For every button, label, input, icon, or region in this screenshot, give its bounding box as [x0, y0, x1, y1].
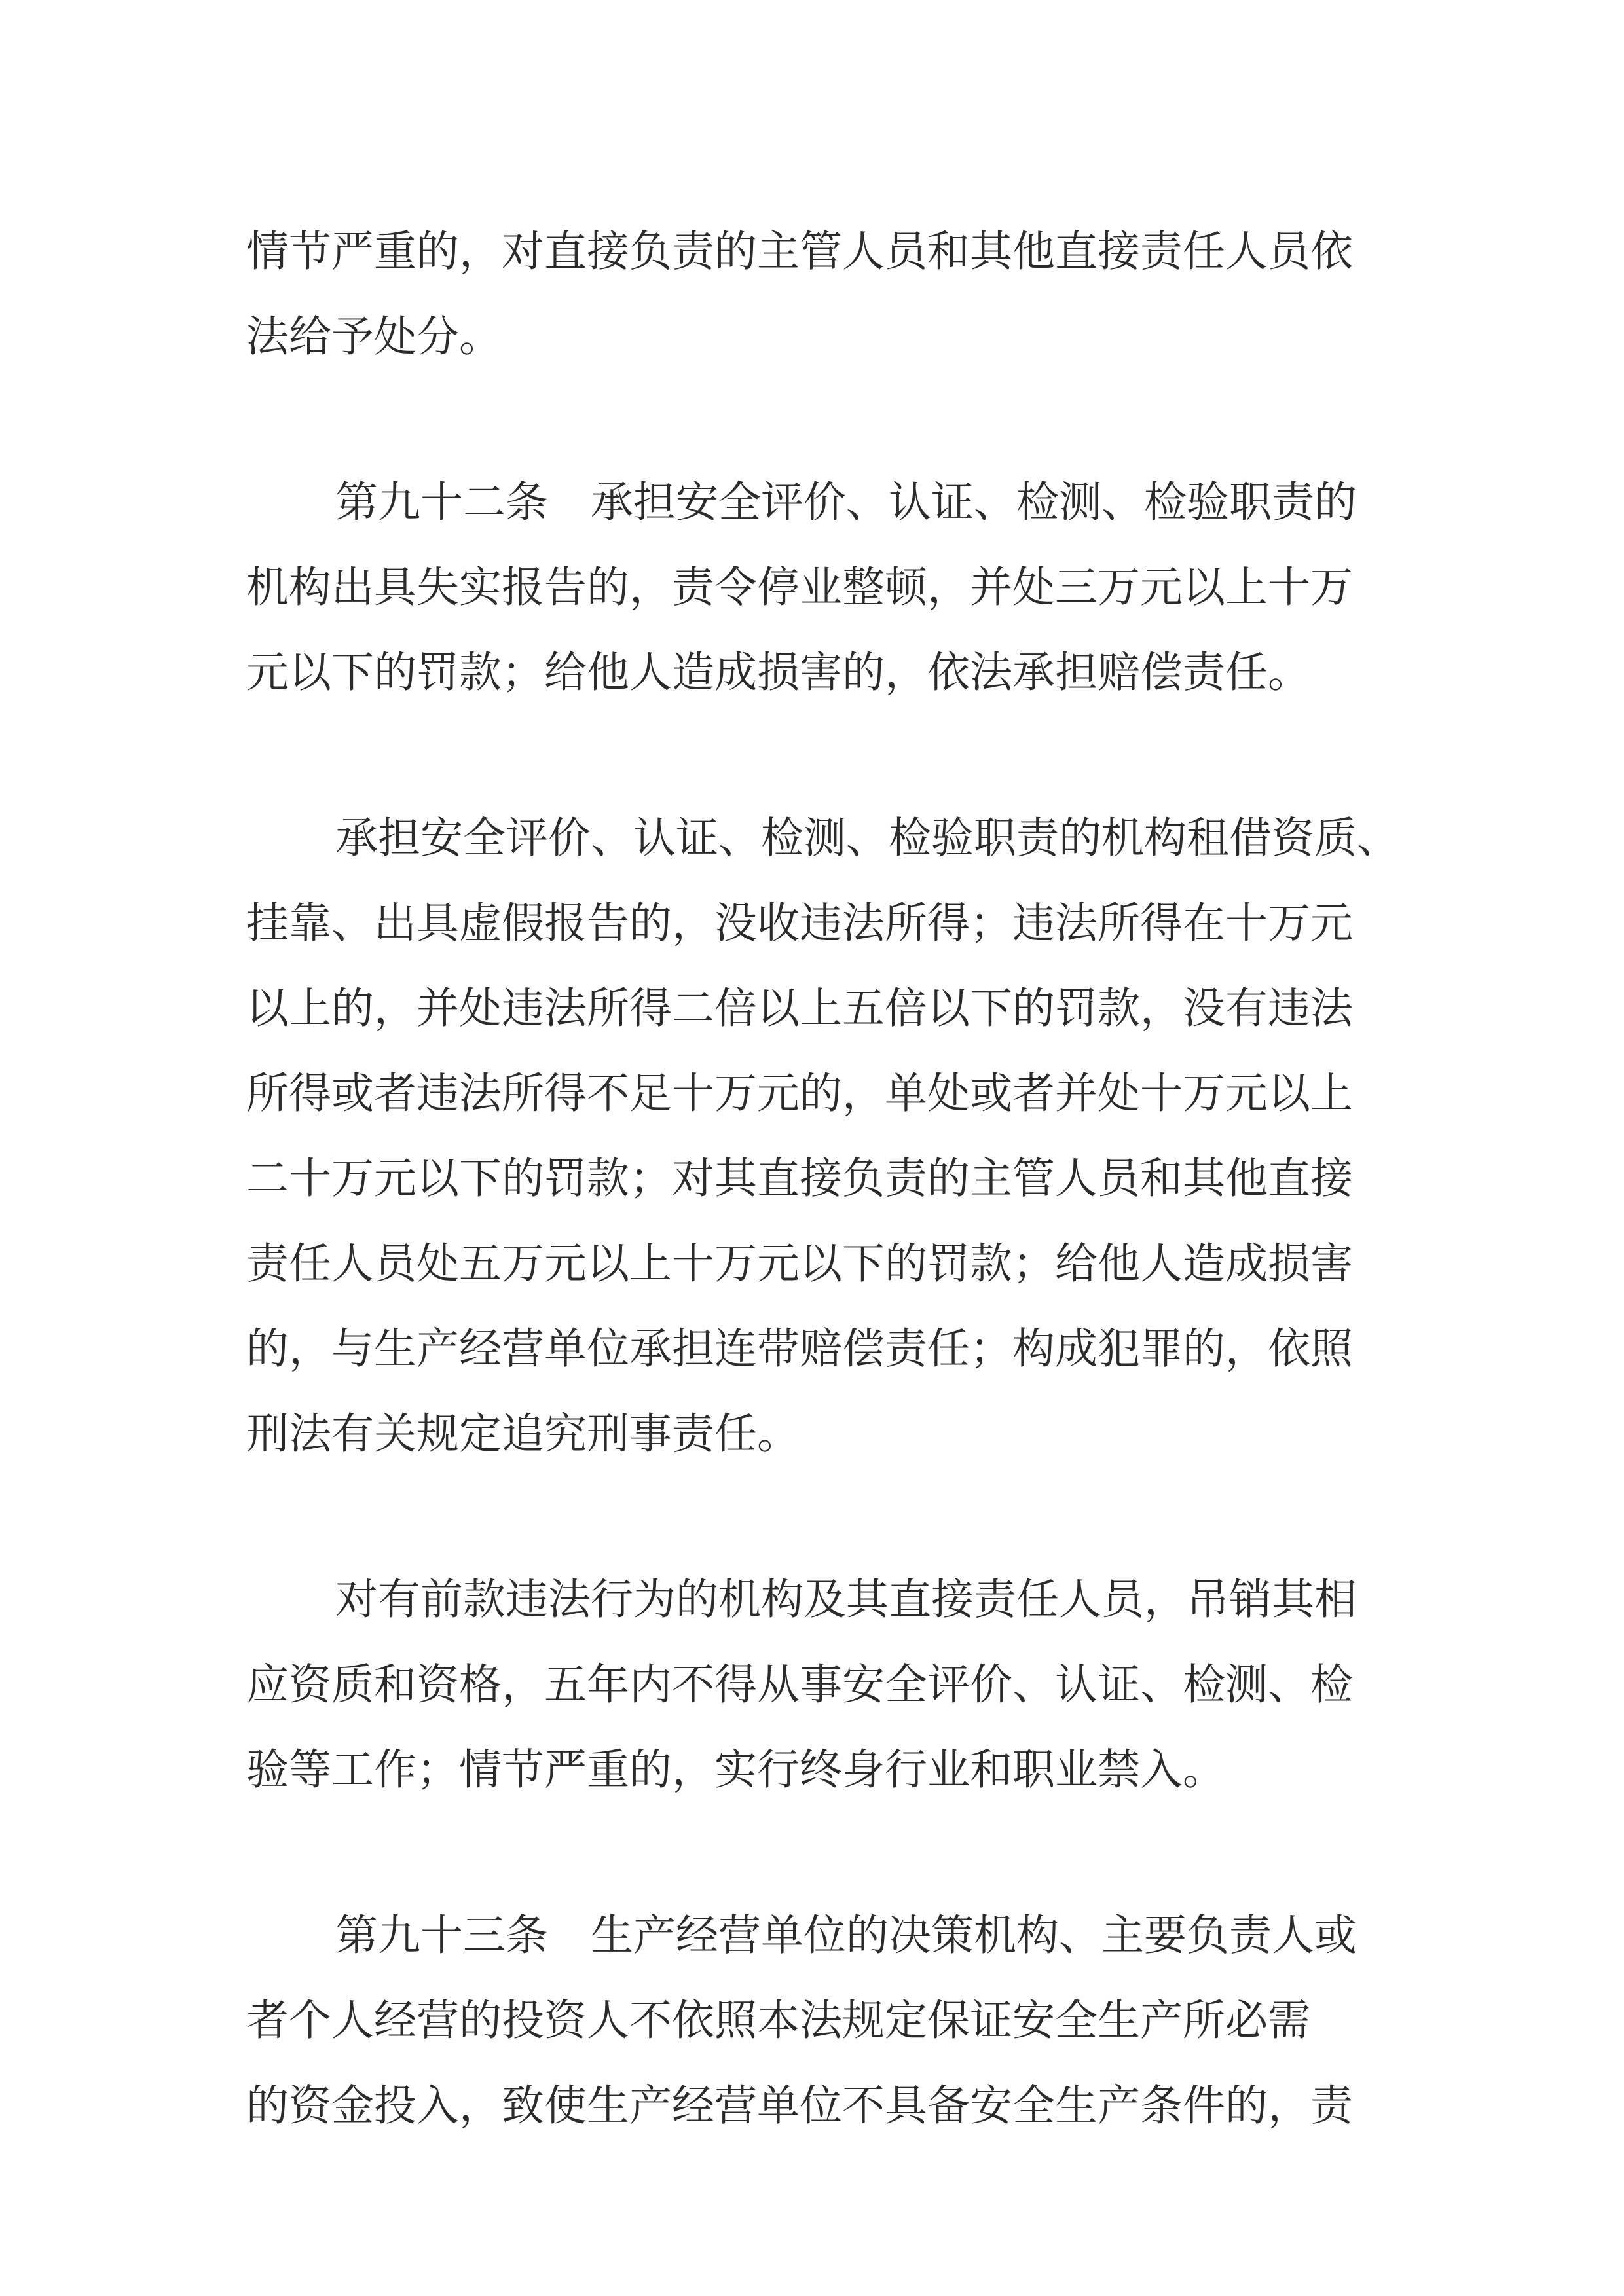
text-line: 机构出具失实报告的，责令停业整顿，并处三万元以上十万 — [246, 563, 1354, 612]
paragraph-gap — [246, 380, 1382, 460]
text-line: 对有前款违法行为的机构及其直接责任人员，吊销其相 — [335, 1575, 1357, 1624]
text-line: 责任人员处五万元以上十万元以下的罚款；给他人造成损害 — [246, 1239, 1354, 1288]
text-line: 第九十三条 生产经营单位的决策机构、主要负责人或 — [335, 1911, 1357, 1960]
text-line: 者个人经营的投资人不依照本法规定保证安全生产所必需 — [246, 1996, 1311, 2045]
paragraph-continuation — [246, 210, 1382, 380]
paragraph-gap — [246, 1477, 1382, 1558]
text-line: 的，与生产经营单位承担连带赔偿责任；构成犯罪的，依照 — [246, 1324, 1354, 1374]
paragraph-gap — [246, 1813, 1382, 1893]
text-line: 所得或者违法所得不足十万元的，单处或者并处十万元以上 — [246, 1069, 1354, 1118]
text-line: 刑法有关规定追究刑事责任。 — [246, 1410, 800, 1459]
paragraph-article-92-clause-2 — [246, 796, 1400, 1477]
text-line: 法给予处分。 — [246, 312, 502, 361]
text-line: 以上的，并处违法所得二倍以上五倍以下的罚款，没有违法 — [246, 984, 1354, 1033]
text-line: 验等工作；情节严重的，实行终身行业和职业禁入。 — [246, 1745, 1226, 1795]
paragraph-gap — [246, 716, 1382, 796]
paragraph-article-93 — [246, 1893, 1382, 2149]
text-line: 第九十二条 承担安全评价、认证、检测、检验职责的 — [335, 478, 1357, 527]
paragraph-article-92 — [246, 460, 1382, 716]
paragraph-article-92-clause-3 — [246, 1558, 1382, 1813]
text-line: 元以下的罚款；给他人造成损害的，依法承担赔偿责任。 — [246, 648, 1311, 697]
document-body — [246, 210, 1400, 2149]
text-line: 的资金投入，致使生产经营单位不具备安全生产条件的，责 — [246, 2081, 1354, 2130]
text-line: 承担安全评价、认证、检测、检验职责的机构租借资质、 — [335, 814, 1400, 863]
text-line: 情节严重的，对直接负责的主管人员和其他直接责任人员依 — [246, 227, 1354, 276]
text-line: 应资质和资格，五年内不得从事安全评价、认证、检测、检 — [246, 1660, 1354, 1709]
text-line: 二十万元以下的罚款；对其直接负责的主管人员和其他直接 — [246, 1154, 1354, 1203]
text-line: 挂靠、出具虚假报告的，没收违法所得；违法所得在十万元 — [246, 899, 1354, 948]
